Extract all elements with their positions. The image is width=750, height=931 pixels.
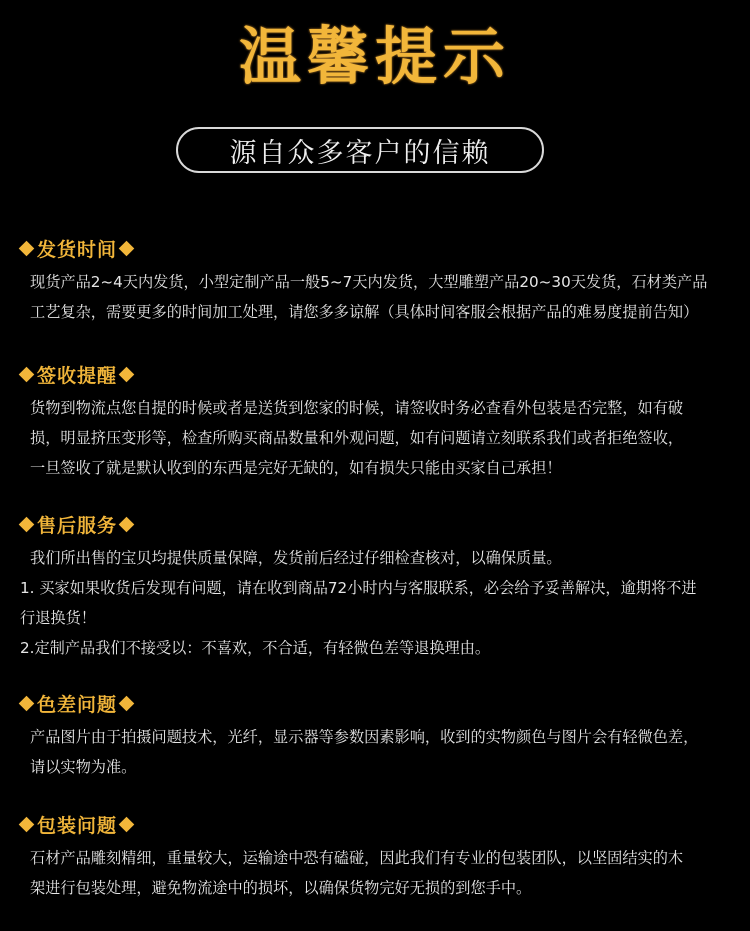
- section-paragraph: 工艺复杂，需要更多的时间加工处理，请您多多谅解（具体时间客服会根据产品的难易度提前告知）: [30, 303, 699, 321]
- section-title: [17, 359, 750, 389]
- page-title: 温馨提示: [238, 20, 511, 93]
- section-title: [17, 688, 750, 718]
- section-paragraph: 行退换货！: [20, 609, 96, 627]
- diamond-icon: [19, 366, 35, 382]
- section-paragraph: 请以实物为准。: [30, 758, 137, 776]
- section-body: [20, 543, 735, 663]
- diamond-icon: [19, 816, 35, 832]
- section-paragraph: 1. 买家如果收货后发现有问题，请在收到商品72小时内与客服联系，必会给予妥善解决，逾期将不进: [20, 579, 697, 597]
- section-receipt-reminder: [0, 359, 750, 483]
- diamond-icon: [19, 516, 35, 532]
- diamond-icon: [119, 816, 135, 832]
- subtitle-text: 源自众多客户的信赖: [229, 137, 491, 169]
- diamond-icon: [19, 695, 35, 711]
- diamond-icon: [119, 240, 135, 256]
- section-body: [30, 393, 735, 483]
- diamond-icon: [119, 366, 135, 382]
- section-title-label: 包装问题: [37, 814, 118, 837]
- section-packaging: [0, 809, 750, 903]
- section-paragraph: 一旦签收了就是默认收到的东西是完好无缺的，如有损失只能由买家自己承担！: [30, 459, 562, 477]
- section-title-label: 色差问题: [37, 693, 118, 716]
- section-paragraph: 石材产品雕刻精细，重量较大，运输途中恐有磕碰，因此我们有专业的包装团队，以坚固结实的木: [30, 849, 684, 867]
- section-after-sales: [0, 509, 750, 663]
- diamond-icon: [119, 516, 135, 532]
- section-title-label: 发货时间: [37, 238, 118, 261]
- section-color-difference: [0, 688, 750, 782]
- section-title: [17, 233, 750, 263]
- section-body: [30, 722, 735, 782]
- section-body: [30, 267, 735, 327]
- section-title: [17, 809, 750, 839]
- section-title-label: 售后服务: [37, 514, 118, 537]
- diamond-icon: [119, 695, 135, 711]
- section-shipping-time: [0, 233, 750, 327]
- section-paragraph: 我们所出售的宝贝均提供质量保障，发货前后经过仔细检查核对，以确保质量。: [30, 549, 562, 567]
- section-paragraph: 货物到物流点您自提的时候或者是送货到您家的时候，请签收时务必查看外包装是否完整，如有破: [30, 399, 684, 417]
- section-title-label: 签收提醒: [37, 364, 118, 387]
- subtitle-badge: [176, 127, 544, 173]
- section-paragraph: 现货产品2~4天内发货，小型定制产品一般5~7天内发货，大型雕塑产品20~30天发货，石材类产品: [30, 273, 708, 291]
- section-paragraph: 架进行包装处理，避免物流途中的损坏，以确保货物完好无损的到您手中。: [30, 879, 532, 897]
- section-title: [17, 509, 750, 539]
- section-paragraph: 损，明显挤压变形等，检查所购买商品数量和外观问题，如有问题请立刻联系我们或者拒绝签收，: [30, 429, 684, 447]
- diamond-icon: [19, 240, 35, 256]
- section-body: [30, 843, 735, 903]
- section-paragraph: 产品图片由于拍摄问题技术，光纤，显示器等参数因素影响，收到的实物颜色与图片会有轻微色差，: [30, 728, 699, 746]
- section-paragraph: 2.定制产品我们不接受以：不喜欢，不合适，有轻微色差等退换理由。: [20, 639, 491, 657]
